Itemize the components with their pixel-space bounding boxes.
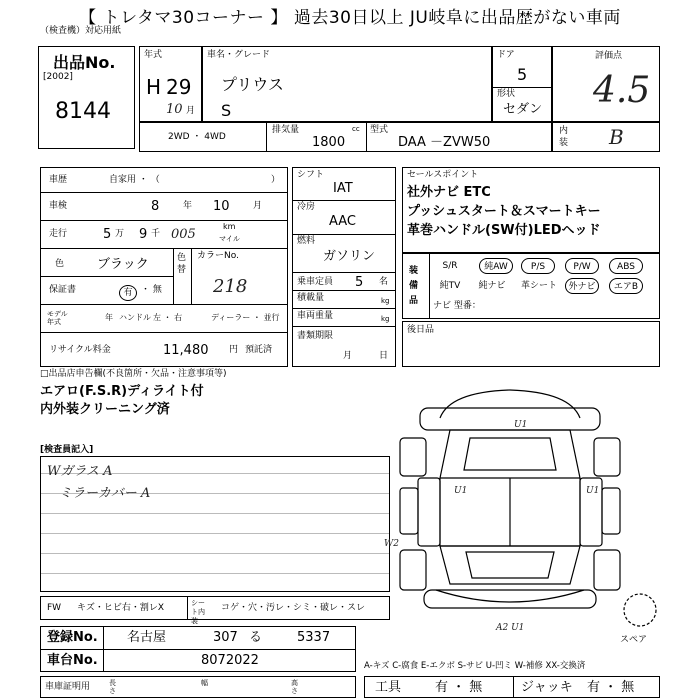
equip-pw: P/W bbox=[565, 258, 599, 274]
model-year-label: モデル年式 bbox=[47, 310, 68, 326]
displacement-unit: cc bbox=[352, 125, 360, 133]
car-damage-diagram bbox=[380, 378, 670, 638]
interior-label: 内装 bbox=[559, 126, 569, 148]
history-label: 車歴 bbox=[49, 175, 68, 185]
weight-label: 車両重量 bbox=[297, 311, 334, 321]
registration-kana: る bbox=[249, 630, 263, 645]
mileage-km: km bbox=[223, 222, 236, 231]
cooling-value: AAC bbox=[329, 214, 356, 229]
equip-leather: 革シート bbox=[520, 281, 557, 291]
mileage-sen: 9 bbox=[139, 227, 148, 242]
color-code-label: カラーNo. bbox=[197, 251, 239, 261]
load-unit: kg bbox=[381, 297, 390, 305]
displacement-label: 排気量 bbox=[272, 125, 300, 135]
banner-title: 【 トレタマ30コーナー 】 過去30日以上 JU岐阜に出品歴がない車両 bbox=[0, 0, 700, 30]
dealer-value: ディーラー ・ 並行 bbox=[211, 313, 280, 322]
mid-row-box bbox=[139, 122, 552, 152]
warranty-label: 保証書 bbox=[49, 285, 77, 295]
recycle-deposit: 預託済 bbox=[245, 345, 273, 355]
notes-line-2: 内外装クリーニング済 bbox=[40, 402, 170, 417]
model-grade: S bbox=[221, 101, 232, 120]
sales-point-line-1: 社外ナビ ETC bbox=[407, 185, 491, 200]
fw-value: キズ・ヒビ右・割レX bbox=[77, 603, 164, 613]
capacity-value: 5 bbox=[355, 275, 364, 290]
registration-number: 5337 bbox=[297, 630, 331, 645]
warranty-no: ・ 無 bbox=[141, 285, 162, 295]
seat-label: シート内装 bbox=[191, 599, 205, 625]
score-box bbox=[552, 46, 660, 122]
lot-box bbox=[38, 46, 135, 149]
year-month: 10 bbox=[166, 102, 183, 117]
cert-width: 幅 bbox=[201, 679, 208, 687]
model-label: 車名・グレード bbox=[207, 50, 271, 60]
damage-top: U1 bbox=[514, 420, 528, 430]
registration-box bbox=[40, 626, 356, 672]
handle-label: ハンドル bbox=[119, 313, 151, 322]
tools-value: 有 ・ 無 bbox=[435, 680, 483, 695]
history-value: 自家用 ・ （ bbox=[109, 175, 160, 185]
registration-city: 名古屋 bbox=[127, 630, 167, 645]
detail-box bbox=[40, 167, 288, 367]
recycle-value: 11,480 bbox=[163, 343, 209, 358]
inspector-line-2: ミラーカバー A bbox=[59, 486, 151, 501]
displacement-value: 1800 bbox=[312, 135, 346, 150]
notes-label: □出品店申告欄(不良箇所・欠品・注意事項等) bbox=[40, 369, 227, 379]
equip-tv: 純TV bbox=[439, 281, 461, 291]
seat-value: コゲ・穴・汚レ・シミ・破レ・スレ bbox=[221, 603, 366, 613]
jack-value: 有 ・ 無 bbox=[587, 680, 635, 695]
jack-label: ジャッキ bbox=[521, 680, 573, 695]
handle-value: 左 ・ 右 bbox=[153, 313, 183, 322]
spec-box bbox=[292, 167, 396, 367]
sales-point-line-2: プッシュスタート＆スマートキー bbox=[407, 204, 601, 219]
model-year-year: 年 bbox=[105, 313, 113, 322]
interior-box bbox=[552, 122, 660, 152]
chassis-label: 車台No. bbox=[47, 653, 98, 668]
load-label: 積載量 bbox=[297, 293, 325, 303]
tools-label: 工具 bbox=[375, 680, 402, 695]
equip-navi: 純ナビ bbox=[478, 281, 506, 291]
lot-label: 出品No. bbox=[53, 53, 116, 72]
equip-ext-navi: 外ナビ bbox=[565, 278, 599, 294]
doors-value: 5 bbox=[517, 65, 528, 84]
inspection-year: 8 bbox=[151, 199, 160, 214]
doc-period-unit: 月 bbox=[343, 351, 353, 361]
cert-long: 長さ bbox=[109, 679, 116, 695]
body-shape-value: セダン bbox=[503, 102, 543, 117]
cert-height: 高さ bbox=[291, 679, 298, 695]
header-left-note: （検査機）対応用紙 bbox=[40, 26, 122, 36]
shift-value: IAT bbox=[333, 181, 353, 196]
fw-row bbox=[40, 596, 390, 625]
equip-aw: 純AW bbox=[479, 258, 513, 274]
year-box bbox=[139, 46, 202, 122]
mileage-handwritten: 005 bbox=[171, 227, 196, 242]
damage-right: U1 bbox=[586, 486, 600, 496]
registration-label: 登録No. bbox=[47, 630, 98, 645]
cert-label: 車庫証明用 bbox=[45, 682, 91, 692]
doc-period-day: 日 bbox=[379, 351, 389, 361]
equip-abs: ABS bbox=[609, 258, 643, 274]
mileage-sen-unit: 千 bbox=[151, 229, 161, 239]
equip-navi-model: ナビ 型番： bbox=[433, 301, 481, 311]
drive-type: 2WD ・ 4WD bbox=[168, 132, 226, 142]
shift-label: シフト bbox=[297, 170, 325, 180]
damage-bottom: A2 U1 bbox=[496, 623, 525, 633]
fuel-value: ガソリン bbox=[323, 249, 376, 264]
equip-ps: P/S bbox=[521, 258, 555, 274]
warranty-yes: 有 bbox=[119, 285, 137, 301]
doors-label: ドア bbox=[497, 50, 515, 60]
lot-year-code: [2002] bbox=[43, 72, 73, 82]
cooling-label: 冷房 bbox=[297, 202, 316, 212]
sales-point-box bbox=[402, 167, 660, 253]
doc-period-label: 書類期限 bbox=[297, 331, 334, 341]
registration-class: 307 bbox=[213, 630, 238, 645]
lot-number: 8144 bbox=[55, 99, 111, 124]
inspection-label: 車検 bbox=[49, 201, 68, 211]
equip-sr: S/R bbox=[442, 261, 458, 271]
sales-point-label: セールスポイント bbox=[407, 170, 479, 180]
damage-left: U1 bbox=[454, 486, 468, 496]
weight-unit: kg bbox=[381, 315, 390, 323]
inspection-month-unit: 月 bbox=[253, 201, 263, 211]
model-box bbox=[202, 46, 492, 122]
score-value: 4.5 bbox=[593, 70, 651, 111]
mileage-mile: マイル bbox=[219, 235, 240, 243]
interior-value: B bbox=[609, 125, 624, 149]
score-label: 評価点 bbox=[595, 51, 623, 61]
doors-box bbox=[492, 46, 552, 122]
damage-legend: A-キズ C-腐食 E-エクボ S-サビ U-凹ミ W-補修 XX-交換済 bbox=[364, 661, 586, 671]
spare-label: スペア bbox=[620, 635, 648, 645]
notes-line-1: エアロ(F.S.R)ディライト付 bbox=[40, 384, 204, 399]
year-label: 年式 bbox=[144, 50, 163, 60]
equipment-box bbox=[402, 253, 660, 319]
recycle-unit: 円 bbox=[229, 345, 239, 355]
after-day-box bbox=[402, 321, 660, 367]
inspection-year-unit: 年 bbox=[183, 201, 193, 211]
color-change-label: 色替 bbox=[177, 253, 187, 275]
model-name: プリウス bbox=[221, 75, 284, 94]
color-value: ブラック bbox=[97, 257, 149, 272]
cert-row bbox=[40, 676, 356, 698]
recycle-label: リサイクル料金 bbox=[49, 345, 111, 355]
year-era: H bbox=[146, 75, 162, 99]
color-label: 色 bbox=[55, 259, 65, 269]
capacity-unit: 名 bbox=[379, 277, 389, 287]
chassis-value: 8072022 bbox=[201, 653, 259, 668]
model-code-label: 型式 bbox=[370, 125, 389, 135]
equip-airbag: エアB bbox=[609, 278, 643, 294]
damage-side: W2 bbox=[384, 539, 399, 549]
mileage-man-unit: 万 bbox=[115, 229, 125, 239]
equipment-label: 装備品 bbox=[409, 266, 419, 306]
model-code-value: DAA －ZVW50 bbox=[398, 135, 491, 150]
fw-label: FW bbox=[47, 603, 62, 613]
sales-point-line-3: 革巻ハンドル(SW付)LEDヘッド bbox=[407, 223, 601, 238]
capacity-label: 乗車定員 bbox=[297, 277, 334, 287]
color-code: 218 bbox=[213, 276, 248, 297]
inspection-month: 10 bbox=[213, 199, 230, 214]
inspector-line-1: Wガラス A bbox=[47, 464, 113, 479]
mileage-man: 5 bbox=[103, 227, 112, 242]
year-value: 29 bbox=[166, 75, 192, 99]
history-close: ） bbox=[271, 175, 281, 185]
inspector-label: [検査員記入] bbox=[40, 445, 94, 455]
mileage-label: 走行 bbox=[49, 229, 68, 239]
inspector-box bbox=[40, 456, 390, 592]
tools-row bbox=[364, 676, 660, 698]
fuel-label: 燃料 bbox=[297, 236, 316, 246]
year-month-unit: 月 bbox=[186, 106, 196, 116]
body-shape-label: 形状 bbox=[497, 89, 516, 99]
after-day-label: 後日品 bbox=[407, 325, 435, 335]
